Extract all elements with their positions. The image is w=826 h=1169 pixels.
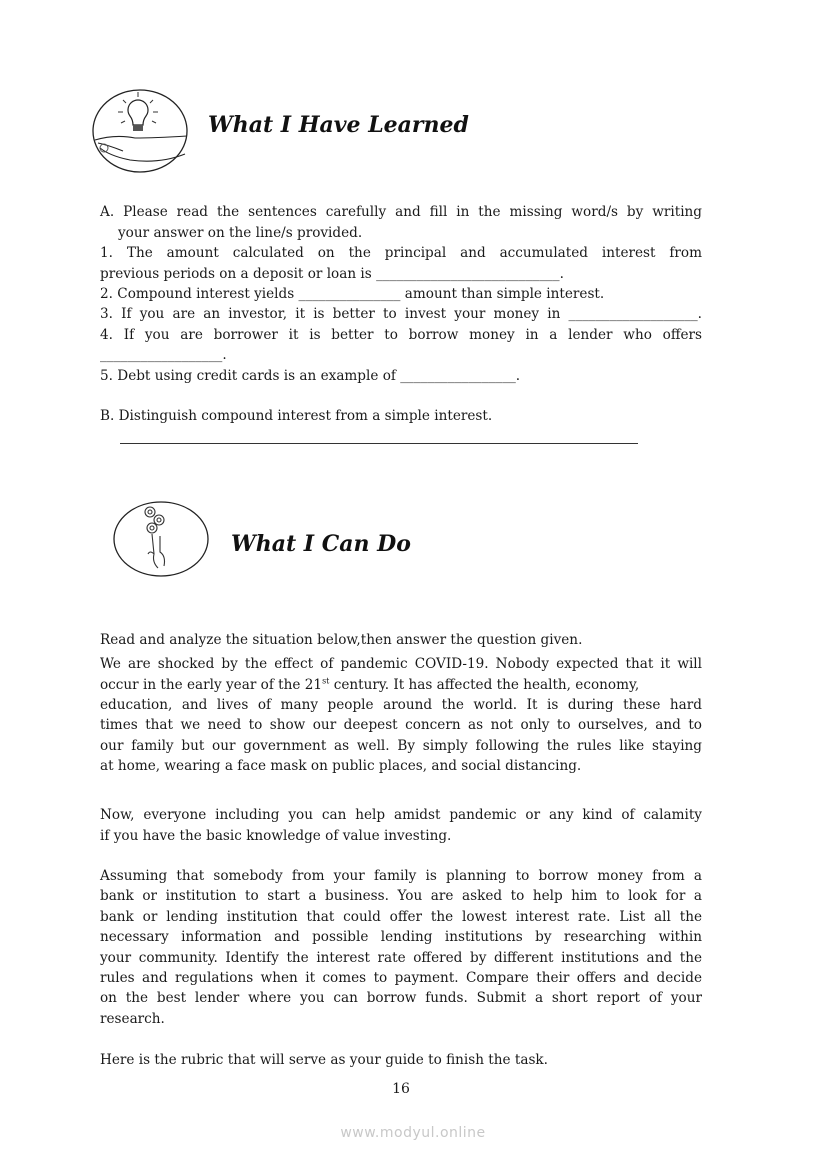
text-line: Assuming that somebody from your family is planning to borrow money from a [100, 868, 702, 884]
text-line: 3. If you are an investor, it is better to invest your money in ___________________. [100, 306, 702, 322]
text-line: Read and analyze the situation below,then answer the question given. [100, 632, 583, 648]
text-line: our family but our government as well. By simply following the rules like staying [100, 738, 702, 754]
text-line: Now, everyone including you can help amidst pandemic or any kind of calamity [100, 807, 702, 823]
page-number: 16 [392, 1081, 410, 1097]
text-line: education, and lives of many people around the world. It is during these hard [100, 697, 702, 713]
text-line: if you have the basic knowledge of value investing. [100, 828, 452, 844]
gears-on-hand-icon [112, 500, 210, 578]
text-line: previous periods on a deposit or loan is ___________________________. [100, 266, 564, 282]
text-line: research. [100, 1011, 165, 1027]
text-line: 4. If you are borrower it is better to borrow money in a lender who offers [100, 327, 702, 343]
text-line: __________________. [100, 347, 227, 363]
watermark: www.modyul.online [340, 1125, 486, 1141]
text-line [100, 675, 702, 695]
text-fragment: st [322, 676, 330, 686]
text-line: 5. Debt using credit cards is an example of _________________. [100, 368, 521, 384]
text-fragment: century. It has affected the health, economy, [329, 677, 640, 693]
text-line: We are shocked by the effect of pandemic COVID-19. Nobody expected that it will [100, 656, 702, 672]
text-line: bank or institution to start a business. You are asked to help him to look for a [100, 888, 702, 904]
text-line: times that we need to show our deepest concern as not only to ourselves, and to [100, 717, 702, 733]
section-title-what-i-can-do: What I Can Do [231, 531, 411, 557]
text-line: Here is the rubric that will serve as your guide to finish the task. [100, 1052, 548, 1068]
text-line: necessary information and possible lending institutions by researching within [100, 929, 702, 945]
text-line: your answer on the line/s provided. [118, 225, 363, 241]
text-fragment: occur in the early year of the 21 [100, 677, 323, 693]
text-line: 2. Compound interest yields _______________ amount than simple interest. [100, 286, 605, 302]
lightbulb-on-hand-icon [90, 88, 190, 174]
text-line: on the best lender where you can borrow funds. Submit a short report of your [100, 990, 702, 1006]
text-line: B. Distinguish compound interest from a simple interest. [100, 408, 493, 424]
text-line: at home, wearing a face mask on public places, and social distancing. [100, 758, 582, 774]
section-title-what-i-have-learned: What I Have Learned [208, 112, 469, 138]
text-line: bank or lending institution that could offer the lowest interest rate. List all the [100, 909, 702, 925]
text-line: your community. Identify the interest rate offered by different institutions and the [100, 950, 702, 966]
text-line: A. Please read the sentences carefully and fill in the missing word/s by writing [100, 204, 702, 220]
text-line: rules and regulations when it comes to payment. Compare their offers and decide [100, 970, 702, 986]
answer-line-b[interactable] [120, 443, 638, 444]
text-line: 1. The amount calculated on the principal and accumulated interest from [100, 245, 702, 261]
